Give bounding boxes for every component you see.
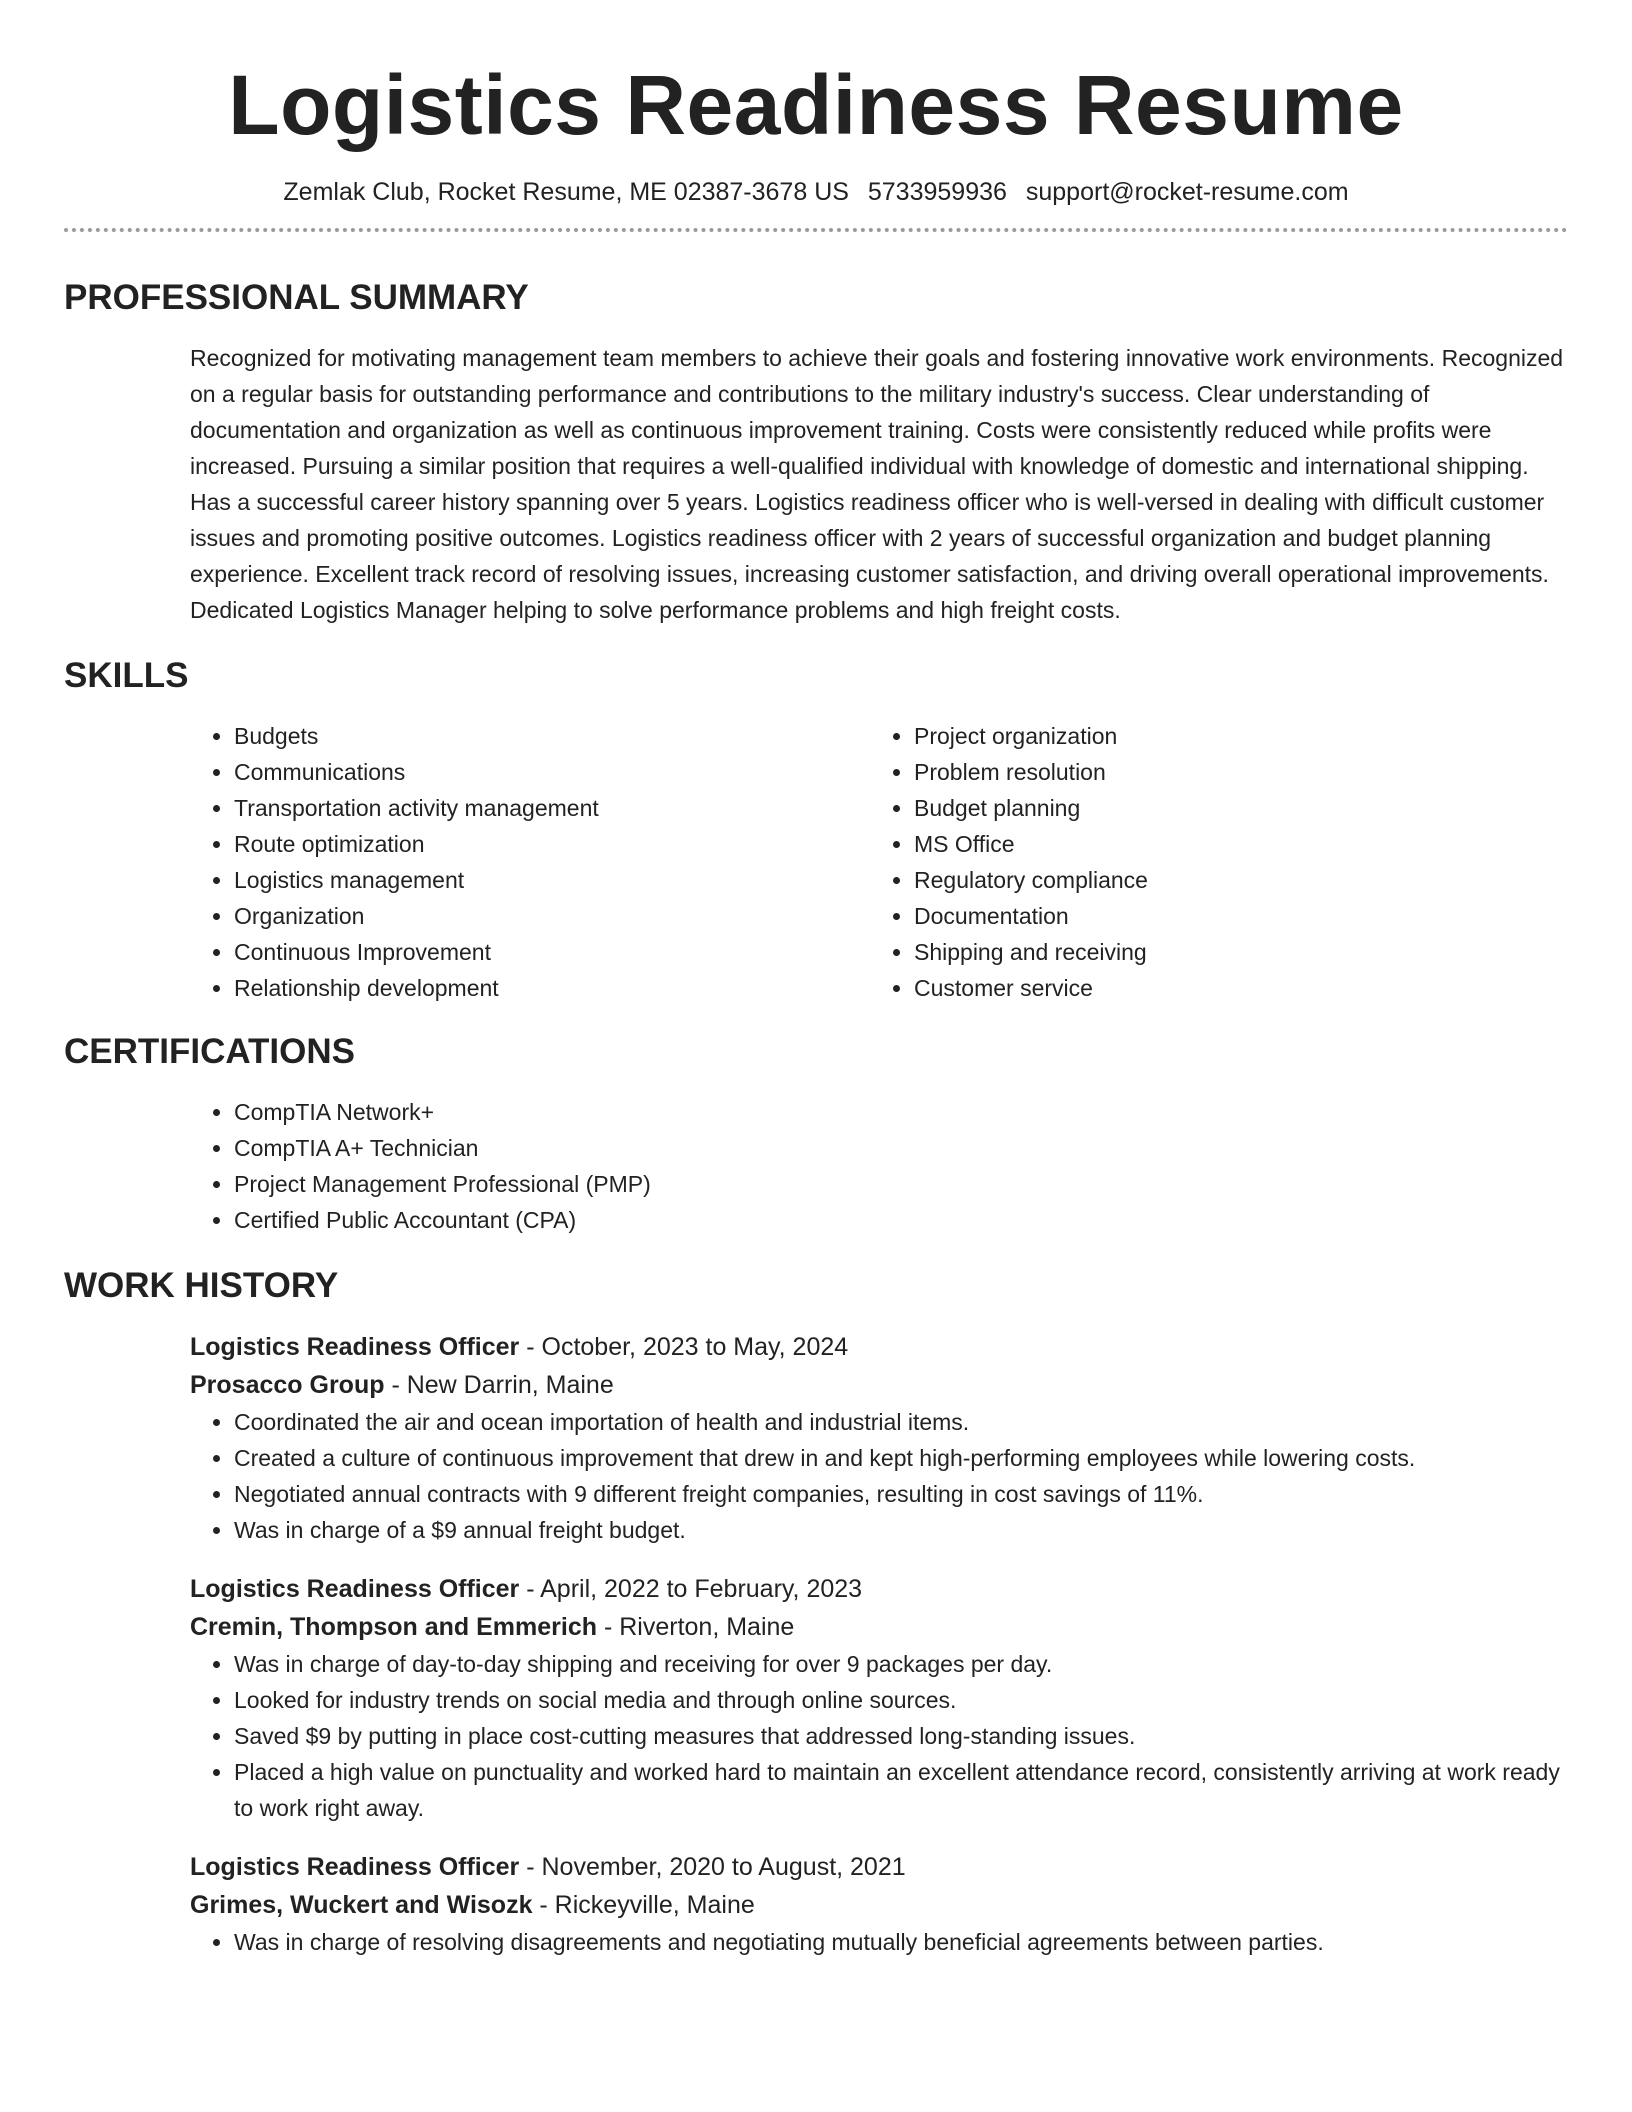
certifications-list — [190, 1094, 1568, 1238]
contact-phone: 5733959936 — [867, 178, 1007, 206]
skill-item: • MS Office — [914, 826, 1550, 862]
job-bullets — [190, 1924, 1568, 1960]
skill-item: • Problem resolution — [914, 754, 1550, 790]
contact-line — [64, 176, 1568, 208]
summary-heading: PROFESSIONAL SUMMARY — [64, 278, 529, 317]
job-bullet: • Created a culture of continuous improvement that drew in and kept high-performing employees while lowering costs. — [234, 1440, 1568, 1476]
job-title: Logistics Readiness Officer — [190, 1575, 520, 1603]
job-location: - Rickeyville, Maine — [532, 1891, 755, 1919]
job-bullet: • Was in charge of resolving disagreements and negotiating mutually beneficial agreements between parties. — [234, 1924, 1568, 1960]
resume-page — [64, 0, 1568, 1960]
resume-title: Logistics Readiness Resume — [228, 58, 1404, 152]
skill-item: • Communications — [234, 754, 870, 790]
skills-column-left — [190, 718, 870, 1006]
contact-address: Zemlak Club, Rocket Resume, ME 02387-3678 US — [283, 178, 849, 206]
job-company-line — [190, 1608, 1568, 1646]
contact-email: support@rocket-resume.com — [1025, 178, 1349, 206]
job-company-line — [190, 1886, 1568, 1924]
job-bullet: • Was in charge of a $9 annual freight budget. — [234, 1512, 1568, 1548]
job-company: Prosacco Group — [190, 1371, 385, 1399]
skill-item: • Continuous Improvement — [234, 934, 870, 970]
certifications-heading: CERTIFICATIONS — [64, 1032, 356, 1071]
work-history-section — [64, 1264, 1568, 1960]
job-bullet: • Saved $9 by putting in place cost-cutting measures that addressed long-standing issues. — [234, 1718, 1568, 1754]
certifications-section — [64, 1030, 1568, 1238]
skill-item: • Shipping and receiving — [914, 934, 1550, 970]
skills-columns — [190, 718, 1568, 1006]
job-bullet: • Was in charge of day-to-day shipping and receiving for over 9 packages per day. — [234, 1646, 1568, 1682]
certification-item: • CompTIA Network+ — [234, 1094, 1568, 1130]
job-title-line — [190, 1328, 1568, 1366]
job-dates: - October, 2023 to May, 2024 — [519, 1333, 849, 1361]
job-bullet: • Coordinated the air and ocean importation of health and industrial items. — [234, 1404, 1568, 1440]
skill-item: • Documentation — [914, 898, 1550, 934]
job-location: - Riverton, Maine — [597, 1613, 795, 1641]
job-bullet: • Looked for industry trends on social media and through online sources. — [234, 1682, 1568, 1718]
certification-item: • CompTIA A+ Technician — [234, 1130, 1568, 1166]
skill-item: • Customer service — [914, 970, 1550, 1006]
job-company: Grimes, Wuckert and Wisozk — [190, 1891, 533, 1919]
certification-item: • Certified Public Accountant (CPA) — [234, 1202, 1568, 1238]
job-title-line — [190, 1570, 1568, 1608]
skills-column-right — [870, 718, 1550, 1006]
work-history-heading: WORK HISTORY — [64, 1266, 339, 1305]
skill-item: • Route optimization — [234, 826, 870, 862]
job-location: - New Darrin, Maine — [384, 1371, 614, 1399]
skill-item: • Transportation activity management — [234, 790, 870, 826]
job-dates: - November, 2020 to August, 2021 — [519, 1853, 906, 1881]
job-bullet: • Placed a high value on punctuality and worked hard to maintain an excellent attendance record, consistently arriving at work ready to work right away. — [234, 1754, 1568, 1826]
skill-item: • Logistics management — [234, 862, 870, 898]
summary-section — [64, 276, 1568, 628]
skill-item: • Relationship development — [234, 970, 870, 1006]
job-entry — [190, 1328, 1568, 1548]
job-title: Logistics Readiness Officer — [190, 1333, 520, 1361]
skill-item: • Project organization — [914, 718, 1550, 754]
job-company: Cremin, Thompson and Emmerich — [190, 1613, 598, 1641]
job-entry — [190, 1848, 1568, 1960]
job-entry — [190, 1570, 1568, 1826]
skill-item: • Budgets — [234, 718, 870, 754]
skill-item: • Organization — [234, 898, 870, 934]
skills-heading: SKILLS — [64, 656, 189, 695]
skills-section — [64, 654, 1568, 1006]
job-dates: - April, 2022 to February, 2023 — [519, 1575, 863, 1603]
header-divider — [64, 228, 1568, 232]
job-company-line — [190, 1366, 1568, 1404]
job-bullet: • Negotiated annual contracts with 9 different freight companies, resulting in cost savings of 11%. — [234, 1476, 1568, 1512]
job-bullets — [190, 1646, 1568, 1826]
certification-item: • Project Management Professional (PMP) — [234, 1166, 1568, 1202]
job-title: Logistics Readiness Officer — [190, 1853, 520, 1881]
job-bullets — [190, 1404, 1568, 1548]
skill-item: • Budget planning — [914, 790, 1550, 826]
job-title-line — [190, 1848, 1568, 1886]
skill-item: • Regulatory compliance — [914, 862, 1550, 898]
summary-text: Recognized for motivating management team members to achieve their goals and fostering innovative work environments. Recognized on a regular basis for outstanding performance and contributions to the military industry's success. Clear understanding of documentation and organization as well as continuous improvement training. Costs were consistently reduced while profits were increased. Pursuing a similar position that requires a well-qualified individual with knowledge of domestic and international shipping. Has a successful career history spanning over 5 years. Logistics readiness officer who is well-versed in dealing with difficult customer issues and promoting positive outcomes. Logistics readiness officer with 2 years of successful organization and budget planning experience. Excellent track record of resolving issues, increasing customer satisfaction, and driving overall operational improvements. Dedicated Logistics Manager helping to solve performance problems and high freight costs. — [190, 345, 1564, 623]
